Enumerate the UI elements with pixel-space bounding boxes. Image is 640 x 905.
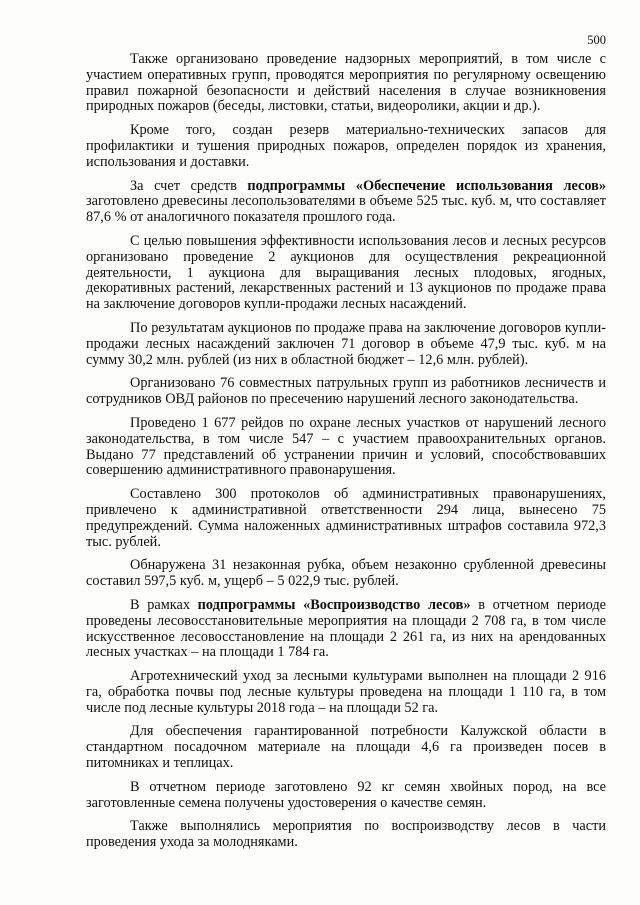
paragraph-text: Кроме того, создан резерв материально-технических запасов для профилактики и тушения природных пожаров, определен порядок из хранения, использования и доставки. <box>86 122 606 170</box>
paragraph-text: По результатам аукционов по продаже права на заключение договоров купли-продажи лесных насаждений заключен 71 договор в объеме 47,9 тыс. куб. м на сумму 30,2 млн. рублей (из них в областной бюджет – 12,6 млн. рублей). <box>86 319 606 368</box>
paragraph-forest-use-subprogram <box>86 179 606 226</box>
paragraph-text: Организовано 76 совместных патрульных групп из работников лесничеств и сотрудников ОВД районов по пресечению нарушений лесного законодательства. <box>86 375 606 408</box>
paragraph-text-tail: в отчетном периоде проведены лесовосстановительные мероприятия на площади 2 708 га, в том числе искусственное лесовосстановление на площади 2 261 га, из них на арендованных лесных участках – на площади 1 784 га. <box>86 596 606 661</box>
paragraph-young-stand-care <box>86 819 606 851</box>
paragraph-illegal-logging <box>86 558 606 590</box>
body-text <box>86 52 606 859</box>
paragraph-nursery-sowing <box>86 724 606 771</box>
paragraph-seed-harvest <box>86 780 606 812</box>
paragraph-text-lead: За счет средств <box>130 177 248 194</box>
paragraph-text: Обнаружена 31 незаконная рубка, объем незаконно срубленной древесины составил 597,5 куб. м, ущерб – 5 022,9 тыс. рублей. <box>86 557 606 590</box>
paragraph-oversight-measures <box>86 52 606 115</box>
paragraph-reforestation-subprogram <box>86 598 606 661</box>
subprogram-title: подпрограммы «Обеспечение использования лесов» <box>247 177 606 194</box>
paragraph-agrotechnical-care <box>86 669 606 716</box>
subprogram-title: подпрограммы «Воспроизводство лесов» <box>197 596 471 613</box>
paragraph-auction-results <box>86 321 606 368</box>
paragraph-text: В отчетном периоде заготовлено 92 кг семян хвойных пород, на все заготовленные семена получены удостоверения о качестве семян. <box>86 778 606 811</box>
paragraph-text-lead: В рамках <box>130 596 198 613</box>
paragraph-text: Агротехнический уход за лесными культурами выполнен на площади 2 916 га, обработка почвы под лесные культуры проведена на площади 1 110 га, в том числе под лесные культуры 2018 года – на площади 52 га. <box>86 668 606 716</box>
paragraph-text: Также организовано проведение надзорных мероприятий, в том числе с участием оперативных групп, проводятся мероприятия по регулярному освещению правил пожарной безопасности и действий населения в случае возникновения природных пожаров (беседы, листовки, статьи, видеоролики, акции и др.). <box>86 51 606 115</box>
paragraph-protocols <box>86 487 606 550</box>
paragraph-text: Составлено 300 протоколов об административных правонарушениях, привлечено к административной ответственности 294 лица, вынесено 75 предупреждений. Сумма наложенных административных штрафов составила 972,3 тыс. рублей. <box>86 486 606 550</box>
paragraph-auctions <box>86 234 606 313</box>
paragraph-patrol-groups <box>86 376 606 408</box>
paragraph-text: Также выполнялись мероприятия по воспроизводству лесов в части проведения ухода за молодняками. <box>86 818 606 851</box>
paragraph-text-tail: заготовлено древесины лесопользователями в объеме 525 тыс. куб. м, что составляет 87,6 % от аналогичного показателя прошлого года. <box>86 193 606 226</box>
paragraph-text: Проведено 1 677 рейдов по охране лесных участков от нарушений лесного законодательства, в том числе 547 – с участием правоохранительных органов. Выдано 77 представлений об устранении причин и условий, способствовавших совершению административного правонарушения. <box>86 414 606 479</box>
paragraph-text: С целью повышения эффективности использования лесов и лесных ресурсов организовано проведение 2 аукционов для осуществления рекреационной деятельности, 1 аукциона для выращивания лесных плодовых, ягодных, декоративных растений, лекарственных растений и 13 аукционов по продаже права на заключение договоров купли-продажи лесных насаждений. <box>86 232 606 313</box>
paragraph-text: Для обеспечения гарантированной потребности Калужской области в стандартном посадочном материале на площади 4,6 га произведен посев в питомниках и теплицах. <box>86 723 606 772</box>
paragraph-material-reserve <box>86 123 606 170</box>
paragraph-raids <box>86 416 606 479</box>
page-number: 500 <box>587 33 606 47</box>
